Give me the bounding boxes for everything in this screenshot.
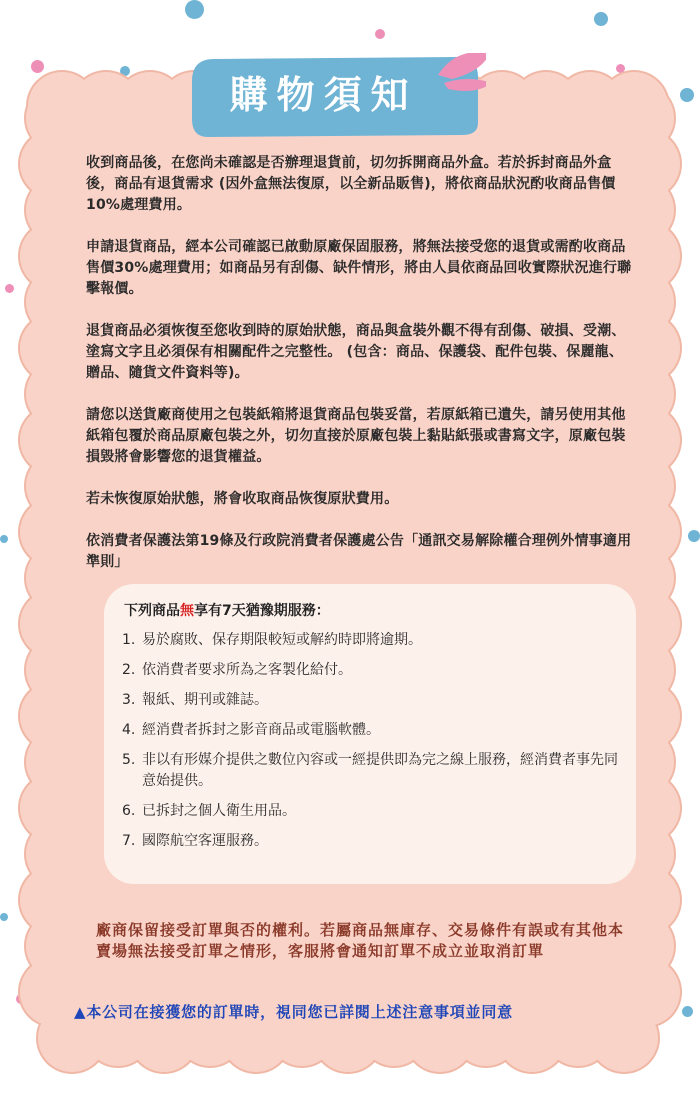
list-item-number: 2. — [122, 662, 136, 678]
list-item — [122, 801, 622, 822]
list-item-text: 報紙、期刊或雜誌。 — [142, 692, 268, 708]
policy-paragraph: 退貨商品必須恢復至您收到時的原始狀態，商品與盒裝外觀不得有刮傷、破損、受潮、塗寫文字且必須保有相關配件之完整性。 (包含：商品、保護袋、配件包裝、保麗龍、贈品、隨貨文件資料等)。 — [86, 323, 626, 381]
list-item-number: 6. — [122, 803, 136, 819]
list-item — [122, 831, 622, 852]
list-item-text: 依消費者要求所為之客製化給付。 — [142, 662, 352, 678]
list-item — [122, 720, 622, 741]
list-item-number: 4. — [122, 722, 136, 738]
exceptions-title — [124, 600, 330, 620]
policy-paragraph: 申請退貨商品，經本公司確認已啟動原廠保固服務，將無法接受您的退貨或需酌收商品售價30%處理費用；如商品另有刮傷、缺件情形，將由人員依商品回收實際狀況進行聯擊報價。 — [86, 239, 632, 297]
exceptions-title-prefix: 下列商品 — [124, 603, 180, 619]
vendor-rights-note: 廠商保留接受訂單與否的權利。若屬商品無庫存、交易條件有誤或有其他本賣場無法接受訂單之情形，客服將會通知訂單不成立並取消訂單 — [96, 921, 625, 960]
order-agreement-note: ▲本公司在接獲您的訂單時，視同您已詳閱上述注意事項並同意 — [74, 1003, 513, 1021]
list-item-number: 3. — [122, 692, 136, 708]
title-banner — [186, 53, 486, 138]
list-item-number: 7. — [122, 833, 136, 849]
list-item — [122, 750, 622, 792]
policy-paragraph: 依消費者保護法第19條及行政院消費者保護處公告「通訊交易解除權合理例外情事適用準則」 — [86, 533, 632, 570]
list-item — [122, 660, 622, 681]
list-item-text: 非以有形媒介提供之數位內容或一經提供即為完之線上服務，經消費者事先同意始提供。 — [142, 752, 618, 789]
list-item-text: 易於腐敗、保存期限較短或解約時即將逾期。 — [142, 632, 422, 648]
list-item-text: 經消費者拆封之影音商品或電腦軟體。 — [142, 722, 380, 738]
page-title: 購物須知 — [229, 73, 418, 117]
exceptions-title-suffix: 享有7天猶豫期服務： — [194, 603, 330, 619]
list-item-number: 1. — [122, 632, 136, 648]
list-item-text: 國際航空客運服務。 — [142, 833, 268, 849]
policy-paragraph: 收到商品後，在您尚未確認是否辦理退貨前，切勿拆開商品外盒。若於拆封商品外盒後，商品有退貨需求 (因外盒無法復原，以全新品販售)，將依商品狀況酌收商品售價10%處理費用。 — [86, 155, 616, 213]
policy-paragraph: 請您以送貨廠商使用之包裝紙箱將退貨商品包裝妥當，若原紙箱已遺失，請另使用其他紙箱包覆於商品原廠包裝之外，切勿直接於原廠包裝上黏貼紙張或書寫文字，原廠包裝損毀將會影響您的退貨權益。 — [86, 407, 626, 465]
list-item-text: 已拆封之個人衛生用品。 — [142, 803, 296, 819]
list-item-number: 5. — [122, 752, 136, 768]
list-item — [122, 630, 622, 651]
exceptions-list — [122, 630, 622, 861]
policy-paragraph: 若未恢復原始狀態，將會收取商品恢復原狀費用。 — [86, 491, 399, 507]
list-item — [122, 690, 622, 711]
return-policy-section — [86, 153, 634, 594]
exceptions-title-highlight: 無 — [180, 603, 194, 619]
